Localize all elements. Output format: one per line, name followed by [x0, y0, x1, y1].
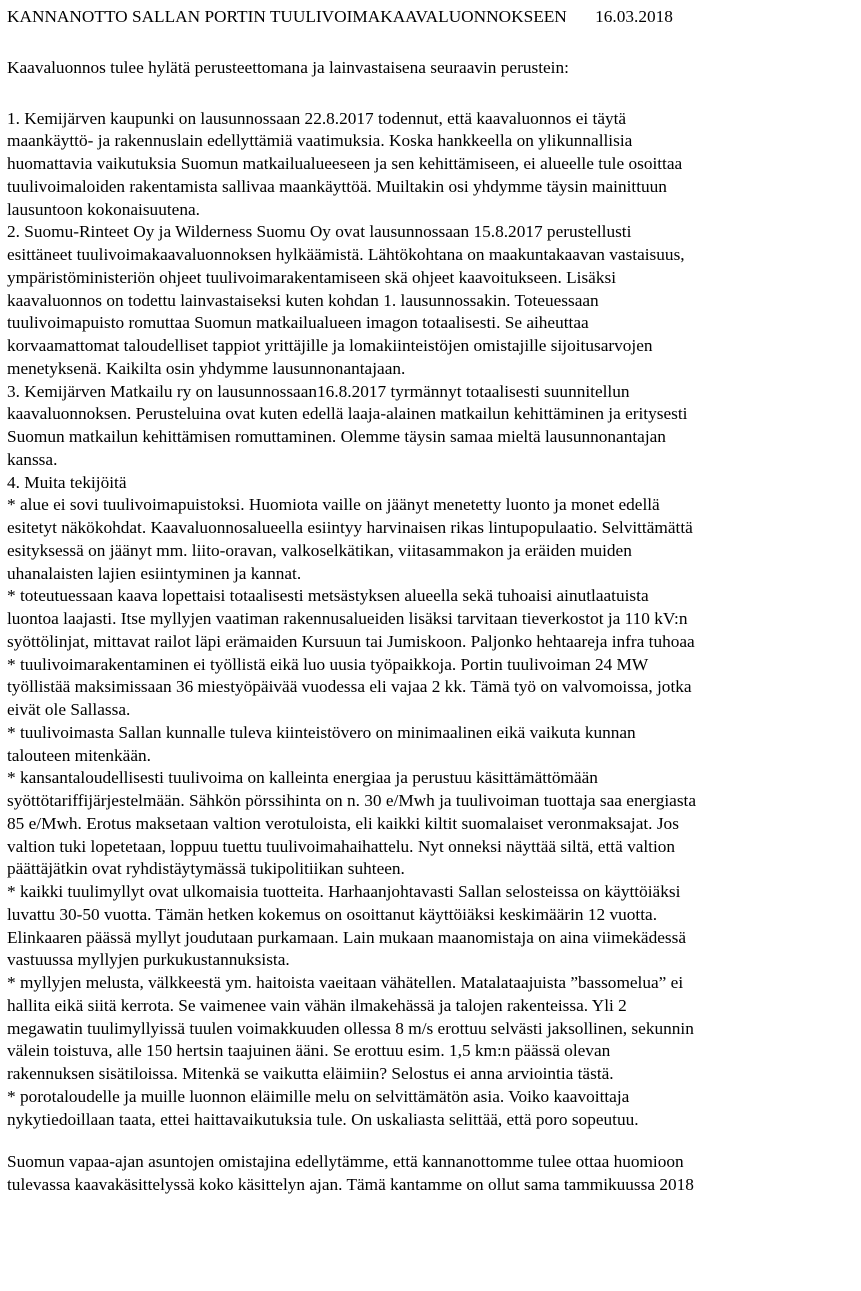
text-line: työllistää maksimissaan 36 miestyöpäivää vuodessa eli vajaa 2 kk. Tämä työ on valvomoissa, jotka: [7, 677, 692, 697]
text-line: * myllyjen melusta, välkkeestä ym. haitoista vaeitaan vähätellen. Matalataajuista ”bassomelua” ei: [7, 973, 684, 992]
document-header: [7, 6, 859, 34]
text-line: talouteen mitenkään.: [7, 745, 151, 765]
text-line: ympäristöministeriön ohjeet tuulivoimarakentamiseen skä ohjeet kaavoitukseen. Lisäksi: [7, 267, 617, 287]
text-line: 4. Muita tekijöitä: [7, 472, 127, 492]
spacer: [7, 34, 859, 57]
text-line: Suomun matkailun kehittämisen romuttaminen. Olemme täysin samaa mieltä lausunnonantajan: [7, 427, 666, 446]
text-line: * alue ei sovi tuulivoimapuistoksi. Huomiota vaille on jäänyt menetetty luonto ja monet edellä: [7, 495, 660, 515]
text-line: kaavaluonnos on todettu lainvastaiseksi kuten kohdan 1. lausunnossakin. Toteuessaan: [7, 290, 599, 310]
text-line: 3. Kemijärven Matkailu ry on lausunnossaan16.8.2017 tyrmännyt totaalisesti suunnitellun: [7, 381, 630, 401]
intro-paragraph: Kaavaluonnos tulee hylätä perusteettomana ja lainvastaisena seuraavin perustein:: [7, 57, 569, 77]
document-title: KANNANOTTO SALLAN PORTIN TUULIVOIMAKAAVALUONNOKSEEN: [7, 7, 567, 26]
document-page: [7, 6, 859, 1197]
text-line: * kaikki tuulimyllyt ovat ulkomaisia tuotteita. Harhaanjohtavasti Sallan selosteissa on käyttöiäksi: [7, 882, 681, 901]
text-line: 85 e/Mwh. Erotus maksetaan valtion verotuloista, eli kaikki kiltit suomalaiset veronmaksajat. Jos: [7, 813, 679, 833]
text-line: menetyksenä. Kaikilta osin yhdymme lausunnonantajaan.: [7, 358, 406, 378]
text-line: välein toistuva, alle 150 hertsin taajuinen ääni. Se erottuu esim. 1,5 km:n päässä olevan: [7, 1041, 611, 1061]
text-line: * tuulivoimasta Sallan kunnalle tuleva kiinteistövero on minimaalinen eikä vaikuta kunnan: [7, 722, 636, 742]
text-line: korvaamattomat taloudelliset tappiot yrittäjille ja lomakiinteistöjen omistajille sijoitusarvojen: [7, 336, 653, 355]
text-line: syöttölinjat, mittavat railot läpi erämaiden Kursuun tai Jumiskoon. Paljonko hehtaareja infra tuhoaa: [7, 631, 695, 651]
document-body: [7, 108, 859, 1132]
text-line: * tuulivoimarakentaminen ei työllistä eikä luo uusia työpaikkoja. Portin tuulivoiman 24 MW: [7, 654, 649, 674]
spacer: [7, 85, 859, 108]
text-line: Elinkaaren päässä myllyt joudutaan purkamaan. Lain mukaan maanomistaja on aina viimekädessä: [7, 927, 687, 947]
text-line: esityksessä on jäänyt mm. liito-oravan, valkoselkätikan, viitasammakon ja eräiden muiden: [7, 540, 632, 560]
text-line: valtion tuki lopetetaan, loppuu tuettu tuulivoimahaihattelu. Nyt onneksi näyttää siltä, että valtion: [7, 836, 676, 856]
text-line: 1. Kemijärven kaupunki on lausunnossaan 22.8.2017 todennut, että kaavaluonnos ei täytä: [7, 108, 627, 128]
text-line: hallita eikä siitä kerrota. Se vaimenee vain vähän ilmakehässä ja talojen rakenteissa. Yli 2: [7, 995, 627, 1015]
text-line: tuulivoimapuisto romuttaa Suomun matkailualueen imagon totaalisesti. Se aiheuttaa: [7, 313, 589, 333]
text-line: eivät ole Sallassa.: [7, 700, 131, 719]
text-line: uhanalaisten lajien esiintyminen ja kannat.: [7, 563, 302, 583]
text-line: 2. Suomu-Rinteet Oy ja Wilderness Suomu Oy ovat lausunnossaan 15.8.2017 perustellusti: [7, 222, 632, 242]
text-line: esitetyt näkökohdat. Kaavaluonnosalueella esiintyy harvinaisen rikas lintupopulaatio. Selvittämättä: [7, 518, 693, 537]
text-line: huomattavia vaikutuksia Suomun matkailualueeseen ja sen kehittämiseen, ei alueelle tule osoittaa: [7, 154, 683, 173]
text-line: esittäneet tuulivoimakaavaluonnoksen hylkäämistä. Lähtökohtana on maakuntakaavan vastaisuus,: [7, 245, 685, 264]
text-line: päättäjätkin ovat ryhdistäytymässä tukipolitiikan suhteen.: [7, 859, 405, 879]
text-line: kanssa.: [7, 449, 58, 469]
closing-line: Suomun vapaa-ajan asuntojen omistajina edellytämme, että kannanottomme tulee ottaa huomioon: [7, 1152, 684, 1172]
text-line: vastuussa myllyjen purkukustannuksista.: [7, 950, 290, 970]
text-line: luontoa laajasti. Itse myllyjen vaatiman rakennusalueiden lisäksi tarvitaan tieverkostot ja 110 kV:n: [7, 609, 688, 628]
document-date: 16.03.2018: [595, 7, 673, 26]
text-line: tuulivoimaloiden rakentamista sallivaa maankäyttöä. Muiltakin osi yhdymme täysin mainittuun: [7, 176, 667, 196]
closing-paragraph: [7, 1151, 859, 1197]
text-line: rakennuksen sisätiloissa. Mitenkä se vaikutta eläimiin? Selostus ei anna arviointia tästä.: [7, 1064, 614, 1083]
closing-line: tulevassa kaavakäsittelyssä koko käsittelyn ajan. Tämä kantamme on ollut sama tammikuussa 2018: [7, 1175, 694, 1194]
text-line: luvattu 30-50 vuotta. Tämän hetken kokemus on osoittanut käyttöiäksi keskimäärin 12 vuotta.: [7, 904, 658, 924]
text-line: * toteutuessaan kaava lopettaisi totaalisesti metsästyksen alueella sekä tuhoaisi ainutlaatuista: [7, 586, 649, 606]
text-line: syöttötariffijärjestelmään. Sähkön pörssihinta on n. 30 e/Mwh ja tuulivoiman tuottaja saa energiasta: [7, 791, 697, 810]
text-line: maankäyttö- ja rakennuslain edellyttämiä vaatimuksia. Koska hankkeella on ylikunnallisia: [7, 131, 633, 151]
text-line: * porotaloudelle ja muille luonnon eläimille melu on selvittämätön asia. Voiko kaavoittaja: [7, 1086, 630, 1106]
text-line: nykytiedoillaan taata, ettei haittavaikutuksia tule. On uskaliasta selittää, että poro sopeutuu.: [7, 1109, 639, 1129]
text-line: kaavaluonnoksen. Perusteluina ovat kuten edellä laaja-alainen matkailun kehittäminen ja eritysesti: [7, 404, 688, 424]
text-line: lausuntoon kokonaisuutena.: [7, 199, 200, 219]
text-line: megawatin tuulimyllyissä tuulen voimakkuuden ollessa 8 m/s erottuu selvästi jaksollinen, sekunnin: [7, 1018, 694, 1038]
text-line: * kansantaloudellisesti tuulivoima on kalleinta energiaa ja perustuu käsittämättömään: [7, 768, 598, 788]
